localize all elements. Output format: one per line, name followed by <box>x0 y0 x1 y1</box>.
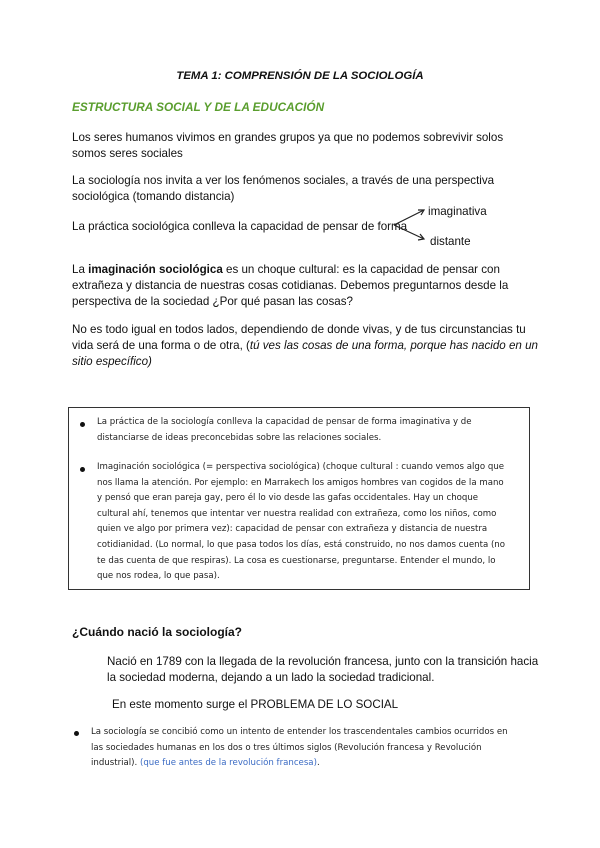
paragraph-imaginacion: La imaginación sociológica es un choque cultural: es la capacidad de pensar con extrañeza y distancia de nuestras cosas cotidianas. Debemos preguntarnos desde la perspectiva de la sociedad ¿Por qué pasan las cosas? <box>72 263 509 308</box>
section-subtitle: ESTRUCTURA SOCIAL Y DE LA EDUCACIÓN <box>72 100 325 114</box>
summary-box <box>68 407 530 590</box>
box-bullet-imaginacion: Imaginación sociológica (= perspectiva sociológica) (choque cultural : cuando vemos algo que nos llama la atención. Por ejemplo: en Marrakech los amigos hombres van cogidos de la mano y pensó que eran pareja gay, pero él lo vio desde las gafas occidentales. Hay un choque cultural ahí, tenemos que intentar ver nuestra realidad con extrañeza, como los niños, como quien ve algo por primera vez): capacidad de pensar con extrañeza y distancia de nuestra cotidianidad. (Lo normal, lo que pasa todos los días, está construido, no nos damos cuenta (no te das cuenta de que respiras). La cosa es cuestionarse, preguntarse. Entender el mundo, lo que nos rodea, lo que pasa). <box>97 462 506 582</box>
paragraph-sociology-perspective: La sociología nos invita a ver los fenómenos sociales, a través de una perspectiva sociológica (tomando distancia) <box>72 174 495 203</box>
heading-cuando-nacio: ¿Cuándo nació la sociología? <box>72 625 243 639</box>
bullet-dot <box>80 467 85 472</box>
bullet-dot <box>80 422 85 427</box>
paragraph-problema-social: En este momento surge el PROBLEMA DE LO SOCIAL <box>112 698 399 711</box>
branch-imaginativa: imaginativa <box>428 205 487 218</box>
branch-arrows <box>390 205 430 245</box>
page-title: TEMA 1: COMPRENSIÓN DE LA SOCIOLOGÍA <box>176 70 424 82</box>
bullet-concepcion-sociologia: La sociología se concibió como un intento de entender los trascendentales cambios ocurridos en las sociedades humanas en los dos o tres últimos siglos (Revolución francesa y Revolución industrial). (que fue antes de la revolución francesa). <box>91 727 508 769</box>
branch-distante: distante <box>430 235 471 248</box>
paragraph-humans-social: Los seres humanos vivimos en grandes grupos ya que no podemos sobrevivir solos somos seres sociales <box>72 131 504 160</box>
paragraph-practice: La práctica sociológica conlleva la capacidad de pensar de forma <box>72 220 408 233</box>
paragraph-circumstances: No es todo igual en todos lados, dependiendo de donde vivas, y de tus circunstancias tu vida será de una forma o de otra, (tú ves las cosas de una forma, porque has nacido en un sitio específico) <box>72 323 538 368</box>
paragraph-nacio: Nació en 1789 con la llegada de la revolución francesa, junto con la transición hacia la sociedad moderna, dejando a un lado la sociedad tradicional. <box>107 655 539 684</box>
box-bullet-practice: La práctica de la sociología conlleva la capacidad de pensar de forma imaginativa y de distanciarse de ideas preconcebidas sobre las relaciones sociales. <box>97 417 472 443</box>
bullet-dot <box>74 731 79 736</box>
